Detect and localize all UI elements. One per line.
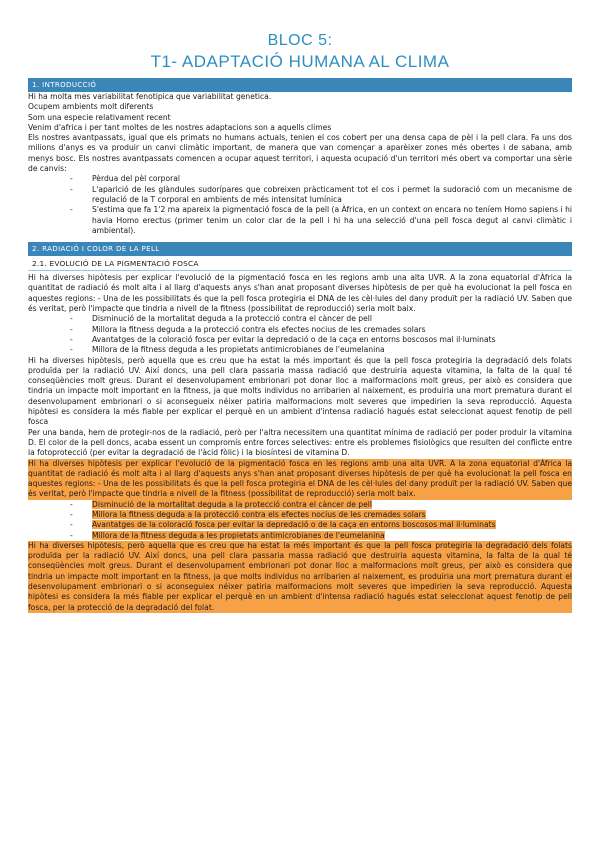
- list-item: [92, 510, 572, 520]
- list-item: [92, 531, 572, 541]
- list-item: - Millora la fitness deguda a la protecció contra els efectes nocius de les cremades solars: [92, 325, 572, 335]
- list-item: - Avantatges de la coloració fosca per evitar la depredació o de la caça en entorns boscosos mal il·luminats: [92, 335, 572, 345]
- intro-line-2: Ocupem ambients molt diferents: [28, 102, 154, 112]
- pigmentation-paragraph-2: Hi ha diverses hipòtesis, però aquella que es creu que ha estat la més important és que la pell fosca protegiria la degradació dels folats produïda per la radiació UV. Així doncs, una pell clara passaria massa radiació que destruiria aquesta vitamina, la falta de la qual té conseqüències molt greus. Durant el desenvolupament embrionari pot donar lloc a malformacions molt greus, per això es considera que tindria un impacte molt important en la fitness, ja que molts individus no arribarien al naixement, es produiria una mort prematura durant el desenvolupament embrionari o si aconsegueix néixer patiria malformacions molt severes que impedirien la seva reproducció. Aquesta hipòtesi es considera la més fiable per explicar el perquè en un ambient d'intensa radiació hagués estat seleccionat aquest fenotip de pell fosca: [28, 355, 572, 427]
- highlighted-text: Millora la fitness deguda a la protecció contra els efectes nocius de les cremades solars: [92, 509, 426, 519]
- highlighted-paragraph-2: Hi ha diverses hipòtesis, però aquella que es creu que ha estat la més important és que la pell fosca protegiria la degradació dels folats produïda per la radiació UV. Així doncs, una pell clara passaria massa radiació que destruiria aquesta vitamina, la falta de la qual té conseqüències molt greus. Durant el desenvolupament embrionari pot donar lloc a malformacions molt greus, per això es considera que tindria un impacte molt important en la fitness, ja que molts individus no arribarien al naixement, es produiria una mort prematura durant el desenvolupament embrionari o si aconseguiex néixer patiria malformacions molt severes que impedirien la seva reproducció. Aquesta hipòtesi es considera la més fiable per explicar el perquè en un ambient d'intensa radiació hagués estat seleccionat aquest fenotip de pell fosca, per la protecció de la degradació del folat.: [28, 540, 572, 612]
- intro-bullet-list: [28, 174, 572, 236]
- list-item: - Millora de la fitness deguda a les propietats antimicrobianes de l'eumelanina: [92, 345, 572, 355]
- intro-line-1: Hi ha molta mes variabilitat fenotipica que variabilitat genetica.: [28, 92, 272, 101]
- pigmentation-paragraph-1: Hi ha diverses hipòtesis per explicar l'evolució de la pigmentació fosca en les regions amb una alta UVR. A la zona equatorial d'Àfrica la quantitat de radiació és molt alta i al llarg d'aquests anys s'han anat proposant diverses hipòtesis de per què ha evolucionat la pell fosca en aquestes regions: - Una de les possibilitats és que la pell fosca protegiria el DNA de les cèl·lules del dany produït per la radiació UV. Saben que és veritat, però l'impacte que tindria a nivell de la fitness (possibilitat de reproducció) seria molt baix.: [28, 273, 572, 314]
- highlighted-text: Disminució de la mortalitat deguda a la protecció contra el càncer de pell: [92, 499, 372, 509]
- section-header-radiacio: 2. RADIACIÓ I COLOR DE LA PELL: [28, 242, 572, 256]
- list-item: - Disminució de la mortalitat deguda a la protecció contra el càncer de pell: [92, 314, 572, 324]
- highlighted-paragraph-1: Hi ha diverses hipòtesis per explicar l'evolució de la pigmentació fosca en les regions amb una alta UVR. A la zona equatorial d'Àfrica la quantitat de radiació és molt alta i al llarg d'aquests anys s'han anat proposant diverses hipòtesis de per què ha evolucionat la pell fosca en aquestes regions: - Una de les possibilitats és que la pell fosca protegiria el DNA de les cèl·lules del dany produït per la radiació UV. Saben que és veritat, però l'impacte que tindria a nivell de la fitness (possibilitat de reproducció) seria molt baix.: [28, 458, 572, 499]
- highlighted-text: Millora de la fitness deguda a les propietats antimicrobianes de l'eumelanina: [92, 530, 385, 540]
- list-item: [92, 520, 572, 530]
- highlighted-bullet-list: [28, 500, 572, 541]
- list-item: - Pèrdua del pèl corporal: [92, 174, 572, 184]
- intro-line-3: Som una especie relativament recent: [28, 112, 171, 122]
- list-item: - S'estima que fa 1'2 ma apareix la pigmentació fosca de la pell (a Àfrica, en un context on encara no teníem Homo sapiens i hi havia Homo erectus (primer tenim un color clar de la pell i hi ha una selecció d'una pell fosca degut al canvi climàtic i ambiental).: [92, 205, 572, 236]
- hypothesis-bullet-list: [28, 314, 572, 355]
- intro-line-4: Venim d'africa i per tant moltes de les nostres adaptacions son a aquells climes: [28, 122, 332, 132]
- document-title: [28, 0, 572, 72]
- section-header-introduccio: 1. INTRODUCCIÓ: [28, 78, 572, 92]
- list-item: [92, 500, 572, 510]
- title-bloc: BLOC 5:: [267, 32, 333, 49]
- title-topic: T1- ADAPTACIÓ HUMANA AL CLIMA: [150, 52, 450, 71]
- pigmentation-paragraph-3: Per una banda, hem de protegir-nos de la radiació, però per l'altra necessitem una quantitat mínima de radiació per poder produir la vitamina D. El color de la pell doncs, acaba essent un compromís entre forces selectives: entre els problemes fisiològics que resulten del conflicte entre la fotoprotecció (per evitar la degradació de l'àcid fòlic) i la biosíntesi de vitamina D.: [28, 427, 572, 458]
- list-item: - L'aparició de les glàndules sudorípares que cobreixen pràcticament tot el cos i permet la sudoració com un mecanisme de regulació de la T corporal en ambients de més intensitat lumínica: [92, 185, 572, 206]
- intro-paragraph: Els nostres avantpassats, igual que els primats no humans actuals, tenien el cos cobert per una densa capa de pèl i la pell clara. Fa uns dos milions d'anys es va produir un canvi climàtic important, de manera que van començar a aparèixer zones més obertes i de sabana, amb menys bosc. Els nostres avantpassats comencen a ocupar aquest territori, i aquesta ocupació d'un territori més obert va comportar una sèrie de canvis:: [28, 133, 572, 174]
- highlighted-text: Avantatges de la coloració fosca per evitar la depredació o de la caça en entorns boscosos mal il·luminats: [92, 520, 496, 530]
- subsection-header-pigmentacio: 2.1. EVOLUCIÓ DE LA PIGMENTACIÓ FOSCA: [28, 256, 572, 271]
